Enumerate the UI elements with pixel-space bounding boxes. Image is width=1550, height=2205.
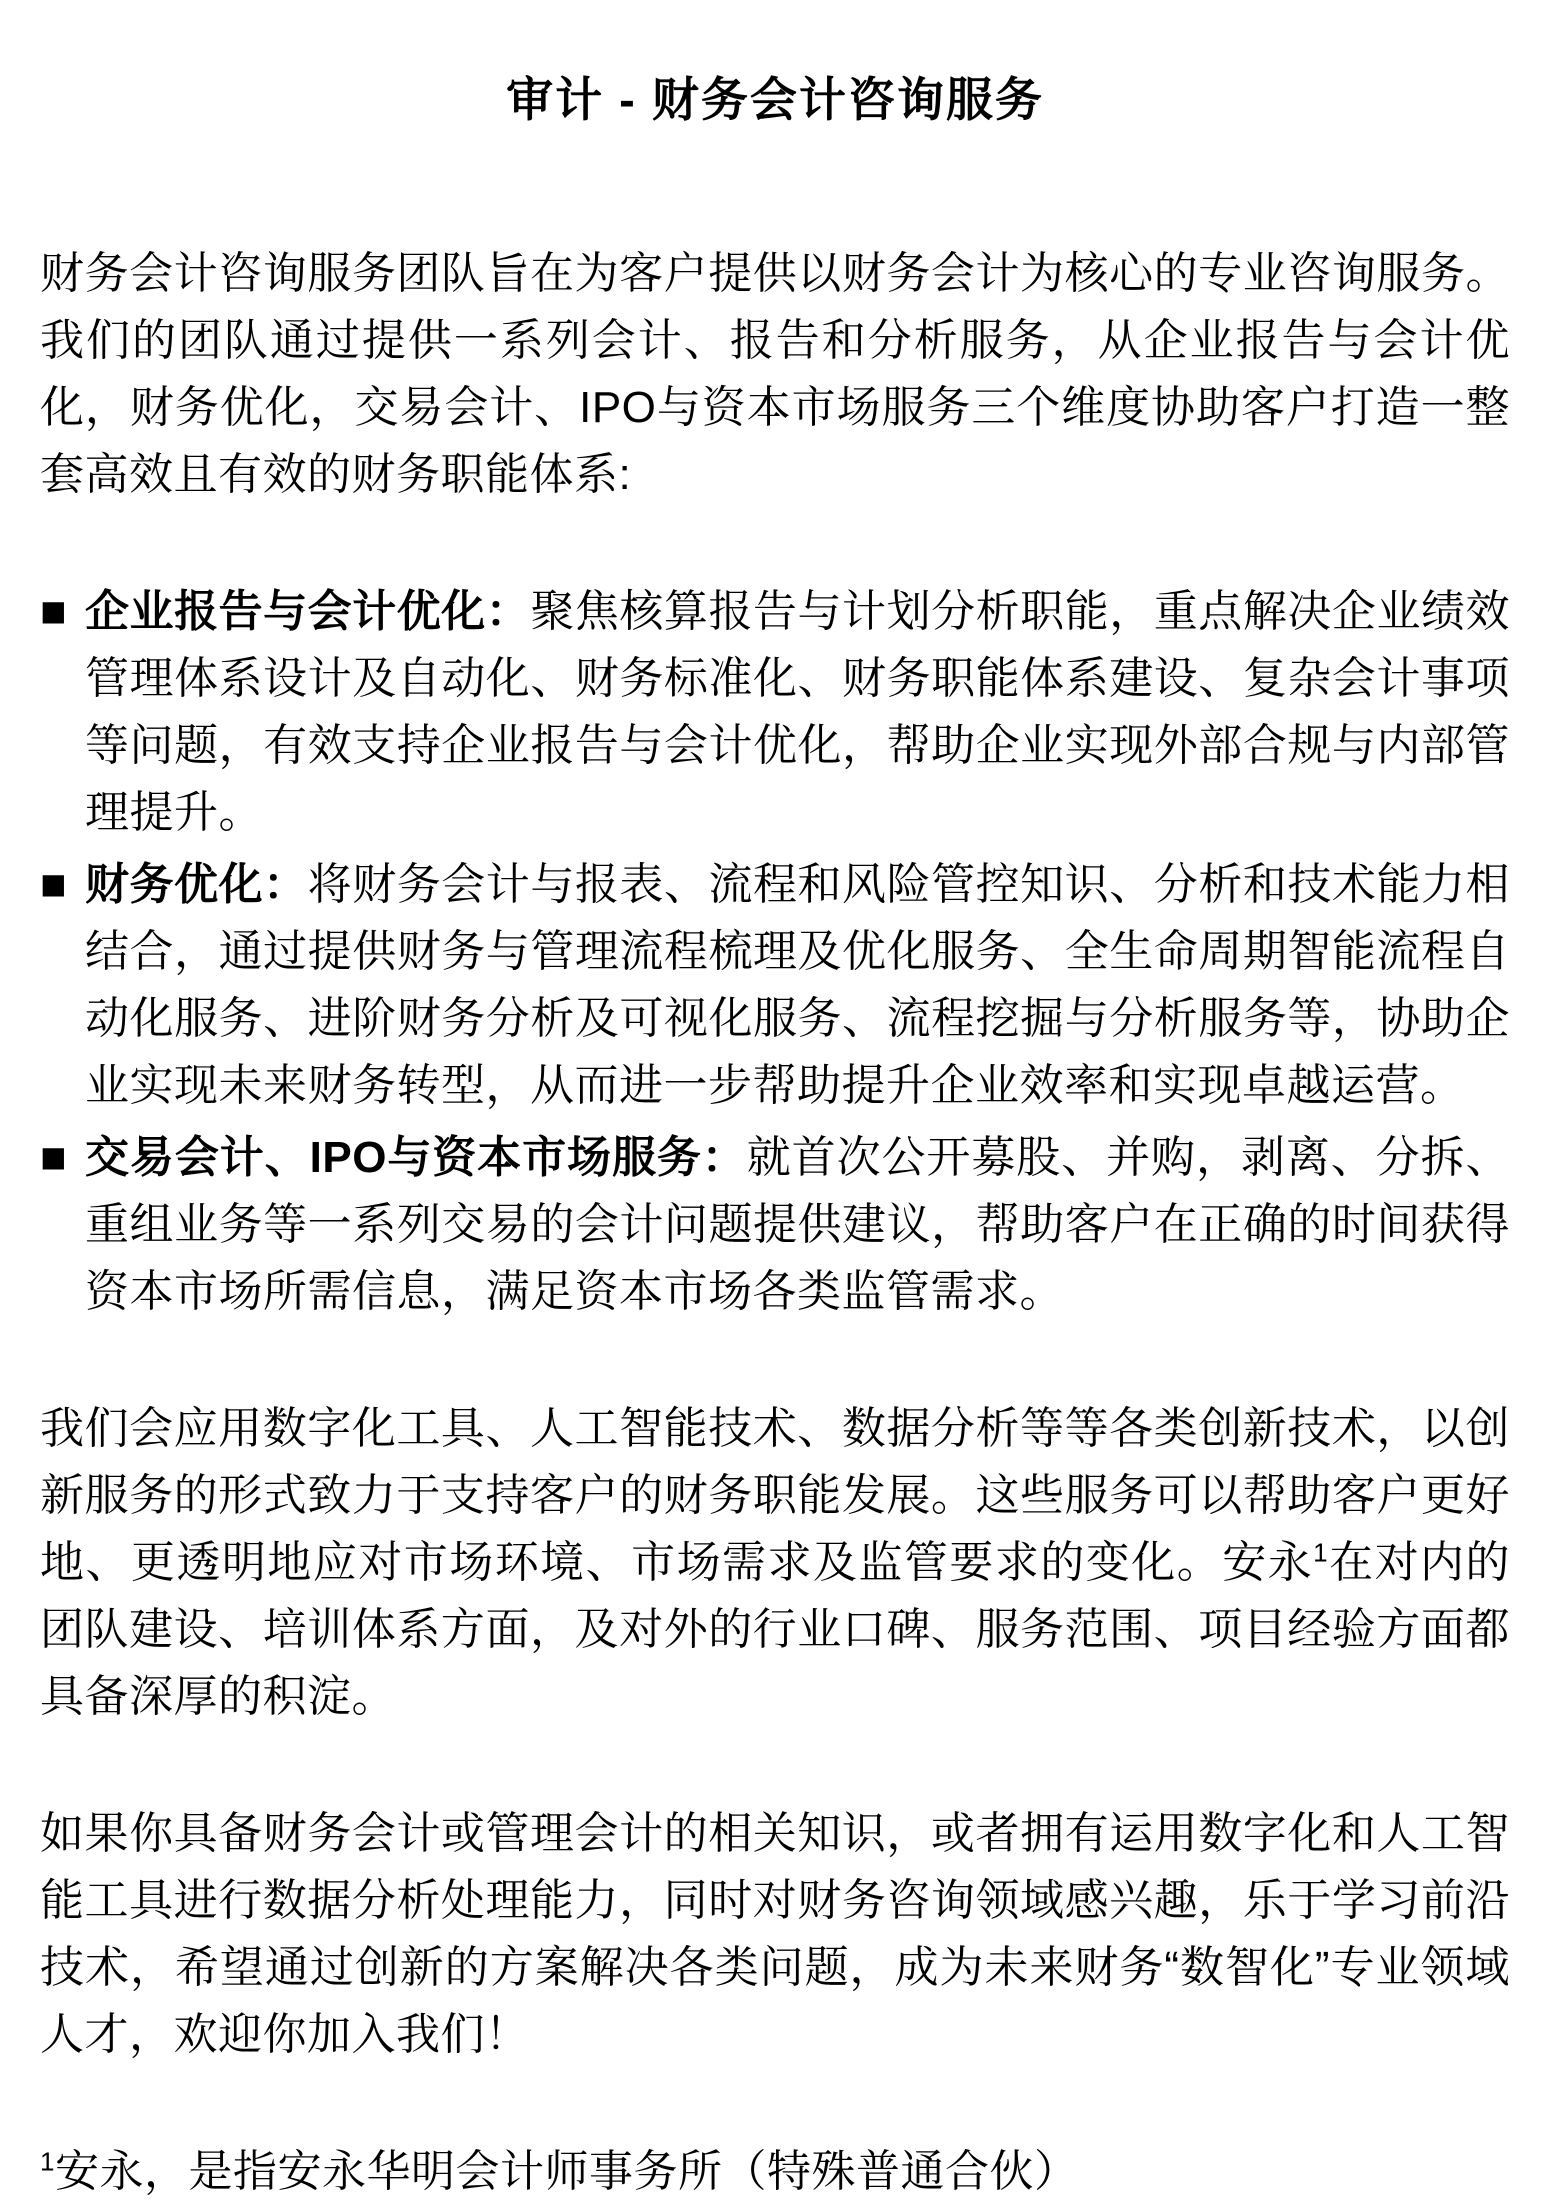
bullet-square-icon: ■ — [40, 587, 68, 636]
bullet-body: 聚焦核算报告与计划分析职能，重点解决企业绩效管理体系设计及自动化、财务标准化、财务职能体系建设、复杂会计事项等问题，有效支持企业报告与会计优化，帮助企业实现外部合规与内部管理提升。 — [85, 587, 1511, 837]
page-title: 审计 - 财务会计咨询服务 — [506, 73, 1044, 126]
footnote-text: 安永，是指安永华明会计师事务所（特殊普通合伙） — [54, 2147, 1079, 2196]
innovation-paragraph — [40, 1395, 1510, 1730]
innovation-text-pre: 我们会应用数字化工具、人工智能技术、数据分析等等各类创新技术，以创新服务的形式致力于支持客户的财务职能发展。这些服务可以帮助客户更好地、更透明地应对市场环境、市场需求及监管要求的变化。安永 — [40, 1404, 1510, 1587]
footnote-reference-superscript: 1 — [1313, 1537, 1329, 1568]
footnote-marker-superscript: 1 — [40, 2146, 55, 2177]
bullet-item-transaction-accounting — [40, 1124, 1510, 1325]
bullet-lead: 企业报告与会计优化： — [85, 587, 531, 636]
bullet-lead: 财务优化： — [85, 860, 308, 909]
service-bullet-list — [40, 578, 1510, 1325]
bullet-item-corporate-reporting — [40, 578, 1510, 846]
bullet-square-icon: ■ — [40, 1133, 68, 1182]
footnote — [40, 2138, 1510, 2205]
bullet-item-finance-optimization — [40, 851, 1510, 1119]
bullet-lead: 交易会计、IPO与资本市场服务： — [85, 1133, 747, 1182]
intro-paragraph: 财务会计咨询服务团队旨在为客户提供以财务会计为核心的专业咨询服务。我们的团队通过提供一系列会计、报告和分析服务，从企业报告与会计优化，财务优化，交易会计、IPO与资本市场服务三个维度协助客户打造一整套高效且有效的财务职能体系: — [40, 249, 1510, 499]
bullet-body: 将财务会计与报表、流程和风险管控知识、分析和技术能力相结合，通过提供财务与管理流程梳理及优化服务、全生命周期智能流程自动化服务、进阶财务分析及可视化服务、流程挖掘与分析服务等，协助企业实现未来财务转型，从而进一步帮助提升企业效率和实现卓越运营。 — [85, 860, 1511, 1110]
recruit-paragraph: 如果你具备财务会计或管理会计的相关知识，或者拥有运用数字化和人工智能工具进行数据分析处理能力，同时对财务咨询领域感兴趣，乐于学习前沿技术，希望通过创新的方案解决各类问题，成为未来财务“数智化”专业领域人才，欢迎你加入我们！ — [40, 1809, 1510, 2059]
innovation-text-post: 在对内的团队建设、培训体系方面，及对外的行业口碑、服务范围、项目经验方面都具备深厚的积淀。 — [40, 1538, 1511, 1721]
bullet-body: 就首次公开募股、并购，剥离、分拆、重组业务等一系列交易的会计问题提供建议，帮助客户在正确的时间获得资本市场所需信息，满足资本市场各类监管需求。 — [85, 1133, 1511, 1316]
bullet-square-icon: ■ — [40, 860, 68, 909]
